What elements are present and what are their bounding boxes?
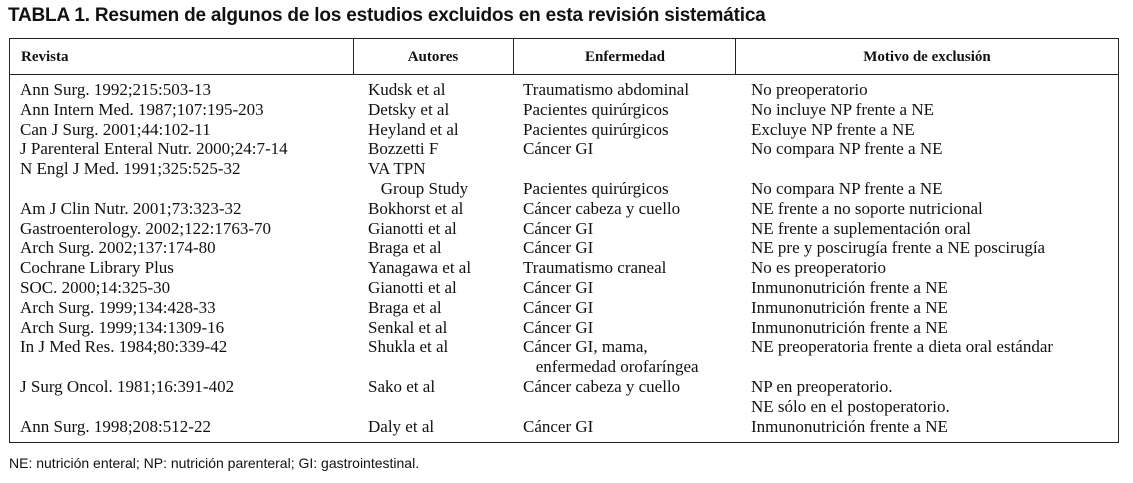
cell-line: Gianotti et al	[368, 218, 457, 238]
cell-enfermedad	[523, 238, 593, 258]
table-row	[10, 337, 1118, 377]
cell-line: Daly et al	[368, 416, 435, 436]
cell-line: J Parenteral Enteral Nutr. 2000;24:7-14	[20, 139, 288, 159]
cell-line: Pacientes quirúrgicos	[523, 178, 669, 198]
cell-revista	[20, 80, 211, 100]
cell-line: NE pre y poscirugía frente a NE poscirugía	[751, 238, 1046, 258]
cell-line: Arch Surg. 1999;134:428-33	[20, 297, 216, 317]
cell-revista	[20, 238, 216, 258]
cell-line: Inmunonutrición frente a NE	[751, 297, 948, 317]
table-row	[10, 258, 1118, 278]
cell-motivo	[751, 337, 1053, 377]
table-row	[10, 159, 1118, 199]
cell-revista	[20, 159, 241, 199]
table-row	[10, 417, 1118, 437]
cell-revista	[20, 417, 211, 437]
cell-motivo	[751, 377, 950, 417]
cell-line	[20, 357, 227, 377]
cell-line: Traumatismo abdominal	[523, 80, 690, 99]
cell-autores	[368, 139, 438, 159]
cell-line: Cáncer GI	[523, 416, 594, 436]
cell-line: Cáncer cabeza y cuello	[523, 376, 681, 396]
cell-autores	[368, 159, 468, 199]
cell-line: No preoperatorio	[751, 80, 868, 99]
table-row	[10, 199, 1118, 219]
cell-line: Gastroenterology. 2002;122:1763-70	[20, 218, 272, 238]
table-row	[10, 377, 1118, 417]
cell-enfermedad	[523, 298, 593, 318]
cell-line: Can J Surg. 2001;44:102-11	[20, 119, 211, 139]
cell-line: NP en preoperatorio.	[751, 376, 893, 396]
cell-line: No compara NP frente a NE	[751, 178, 943, 198]
table-row	[10, 139, 1118, 159]
cell-revista	[20, 318, 224, 338]
cell-line: Cáncer cabeza y cuello	[523, 198, 681, 218]
cell-line: Arch Surg. 2002;137:174-80	[20, 238, 216, 258]
cell-line: Detsky et al	[368, 99, 450, 119]
cell-enfermedad	[523, 318, 593, 338]
cell-revista	[20, 298, 216, 318]
cell-autores	[368, 219, 457, 239]
cell-line: Sako et al	[368, 376, 436, 396]
cell-revista	[20, 199, 241, 219]
cell-motivo	[751, 219, 971, 239]
cell-enfermedad	[523, 337, 699, 377]
cell-line: Cáncer GI	[523, 277, 594, 297]
header-autores: Autores	[407, 49, 459, 65]
cell-line: Heyland et al	[368, 119, 459, 139]
cell-autores	[368, 278, 457, 298]
cell-line: NE sólo en el postoperatorio.	[751, 396, 950, 416]
table-row	[10, 298, 1118, 318]
cell-enfermedad	[523, 80, 689, 100]
cell-line: Cáncer GI, mama,	[523, 337, 648, 357]
header-motivo: Motivo de exclusión	[863, 49, 991, 65]
cell-autores	[368, 298, 442, 318]
cell-line	[523, 397, 680, 417]
table-header	[10, 39, 1118, 75]
header-enfermedad: Enfermedad	[585, 49, 665, 65]
cell-line: Senkal et al	[368, 317, 448, 337]
cell-motivo	[751, 100, 934, 120]
cell-motivo	[751, 139, 943, 159]
cell-line: Ann Surg. 1998;208:512-22	[20, 416, 211, 436]
cell-revista	[20, 377, 234, 417]
cell-line	[368, 397, 435, 417]
table-row	[10, 278, 1118, 298]
cell-line: Inmunonutrición frente a NE	[751, 317, 948, 337]
cell-line: No incluye NP frente a NE	[751, 99, 935, 119]
table-body	[10, 80, 1118, 436]
cell-line: Cáncer GI	[523, 139, 594, 159]
cell-line	[368, 357, 448, 377]
cell-line: No compara NP frente a NE	[751, 139, 943, 159]
cell-line: Inmunonutrición frente a NE	[751, 416, 948, 436]
cell-line	[751, 159, 943, 179]
cell-line: Excluye NP frente a NE	[751, 119, 915, 139]
header-revista: Revista	[21, 49, 69, 65]
cell-revista	[20, 219, 271, 239]
cell-line	[751, 357, 1053, 377]
cell-line: J Surg Oncol. 1981;16:391-402	[20, 376, 235, 396]
cell-autores	[368, 238, 442, 258]
cell-motivo	[751, 199, 983, 219]
cell-autores	[368, 337, 448, 377]
cell-autores	[368, 120, 459, 140]
cell-line: Ann Surg. 1992;215:503-13	[20, 80, 211, 99]
column-divider	[353, 39, 354, 74]
cell-motivo	[751, 159, 943, 199]
footnote: NE: nutrición enteral; NP: nutrición parenteral; GI: gastrointestinal.	[9, 455, 420, 471]
table-row	[10, 120, 1118, 140]
cell-enfermedad	[523, 278, 593, 298]
cell-autores	[368, 80, 445, 100]
cell-line: Arch Surg. 1999;134:1309-16	[20, 317, 225, 337]
table-row	[10, 100, 1118, 120]
cell-line: Pacientes quirúrgicos	[523, 119, 669, 139]
cell-motivo	[751, 238, 1045, 258]
cell-revista	[20, 278, 170, 298]
cell-line: Gianotti et al	[368, 277, 457, 297]
cell-line: Shukla et al	[368, 337, 449, 357]
cell-enfermedad	[523, 139, 593, 159]
table-title: TABLA 1. Resumen de algunos de los estudios excluidos en esta revisión sistemática	[8, 5, 766, 26]
cell-enfermedad	[523, 417, 593, 437]
cell-motivo	[751, 278, 948, 298]
cell-line	[20, 397, 234, 417]
cell-line: Kudsk et al	[368, 80, 446, 99]
cell-line: Yanagawa et al	[368, 258, 472, 278]
cell-line: NE frente a no soporte nutricional	[751, 198, 983, 218]
cell-revista	[20, 258, 174, 278]
cell-line: Braga et al	[368, 238, 442, 258]
table-row	[10, 80, 1118, 100]
cell-revista	[20, 337, 227, 377]
cell-line	[523, 159, 669, 179]
cell-enfermedad	[523, 377, 680, 417]
cell-autores	[368, 377, 435, 417]
cell-enfermedad	[523, 159, 669, 199]
cell-enfermedad	[523, 199, 680, 219]
cell-line: Cáncer GI	[523, 317, 594, 337]
cell-motivo	[751, 258, 886, 278]
cell-motivo	[751, 417, 948, 437]
cell-line: Inmunonutrición frente a NE	[751, 277, 948, 297]
cell-enfermedad	[523, 100, 669, 120]
cell-enfermedad	[523, 219, 593, 239]
cell-revista	[20, 120, 211, 140]
cell-enfermedad	[523, 120, 669, 140]
cell-enfermedad	[523, 258, 666, 278]
cell-line: NE frente a suplementación oral	[751, 218, 971, 238]
table-row	[10, 219, 1118, 239]
cell-revista	[20, 139, 288, 159]
cell-revista	[20, 100, 264, 120]
cell-line: In J Med Res. 1984;80:339-42	[20, 337, 228, 357]
cell-line: Braga et al	[368, 297, 442, 317]
cell-line	[20, 179, 241, 199]
cell-motivo	[751, 80, 868, 100]
cell-line: VA TPN	[368, 159, 426, 179]
cell-line: Pacientes quirúrgicos	[523, 99, 669, 119]
cell-motivo	[751, 318, 948, 338]
cell-line: SOC. 2000;14:325-30	[20, 277, 171, 297]
cell-autores	[368, 318, 447, 338]
table-row	[10, 318, 1118, 338]
cell-autores	[368, 100, 449, 120]
cell-line: Cáncer GI	[523, 218, 594, 238]
cell-line: Ann Intern Med. 1987;107:195-203	[20, 99, 264, 119]
cell-autores	[368, 258, 471, 278]
cell-line: Group Study	[368, 178, 469, 198]
cell-line: NE preoperatoria frente a dieta oral estándar	[751, 337, 1054, 357]
cell-motivo	[751, 298, 948, 318]
cell-line: Traumatismo craneal	[523, 258, 667, 278]
cell-line: Cáncer GI	[523, 297, 594, 317]
cell-autores	[368, 199, 463, 219]
cell-autores	[368, 417, 434, 437]
cell-motivo	[751, 120, 915, 140]
cell-line: Bokhorst et al	[368, 198, 464, 218]
table-row	[10, 238, 1118, 258]
cell-line: Cáncer GI	[523, 238, 594, 258]
cell-line: Am J Clin Nutr. 2001;73:323-32	[20, 198, 242, 218]
cell-line: No es preoperatorio	[751, 258, 887, 278]
studies-table	[9, 38, 1119, 443]
cell-line: N Engl J Med. 1991;325:525-32	[20, 159, 241, 179]
cell-line: enfermedad orofaríngea	[523, 357, 699, 377]
cell-line: Cochrane Library Plus	[20, 258, 174, 278]
cell-line: Bozzetti F	[368, 139, 439, 159]
